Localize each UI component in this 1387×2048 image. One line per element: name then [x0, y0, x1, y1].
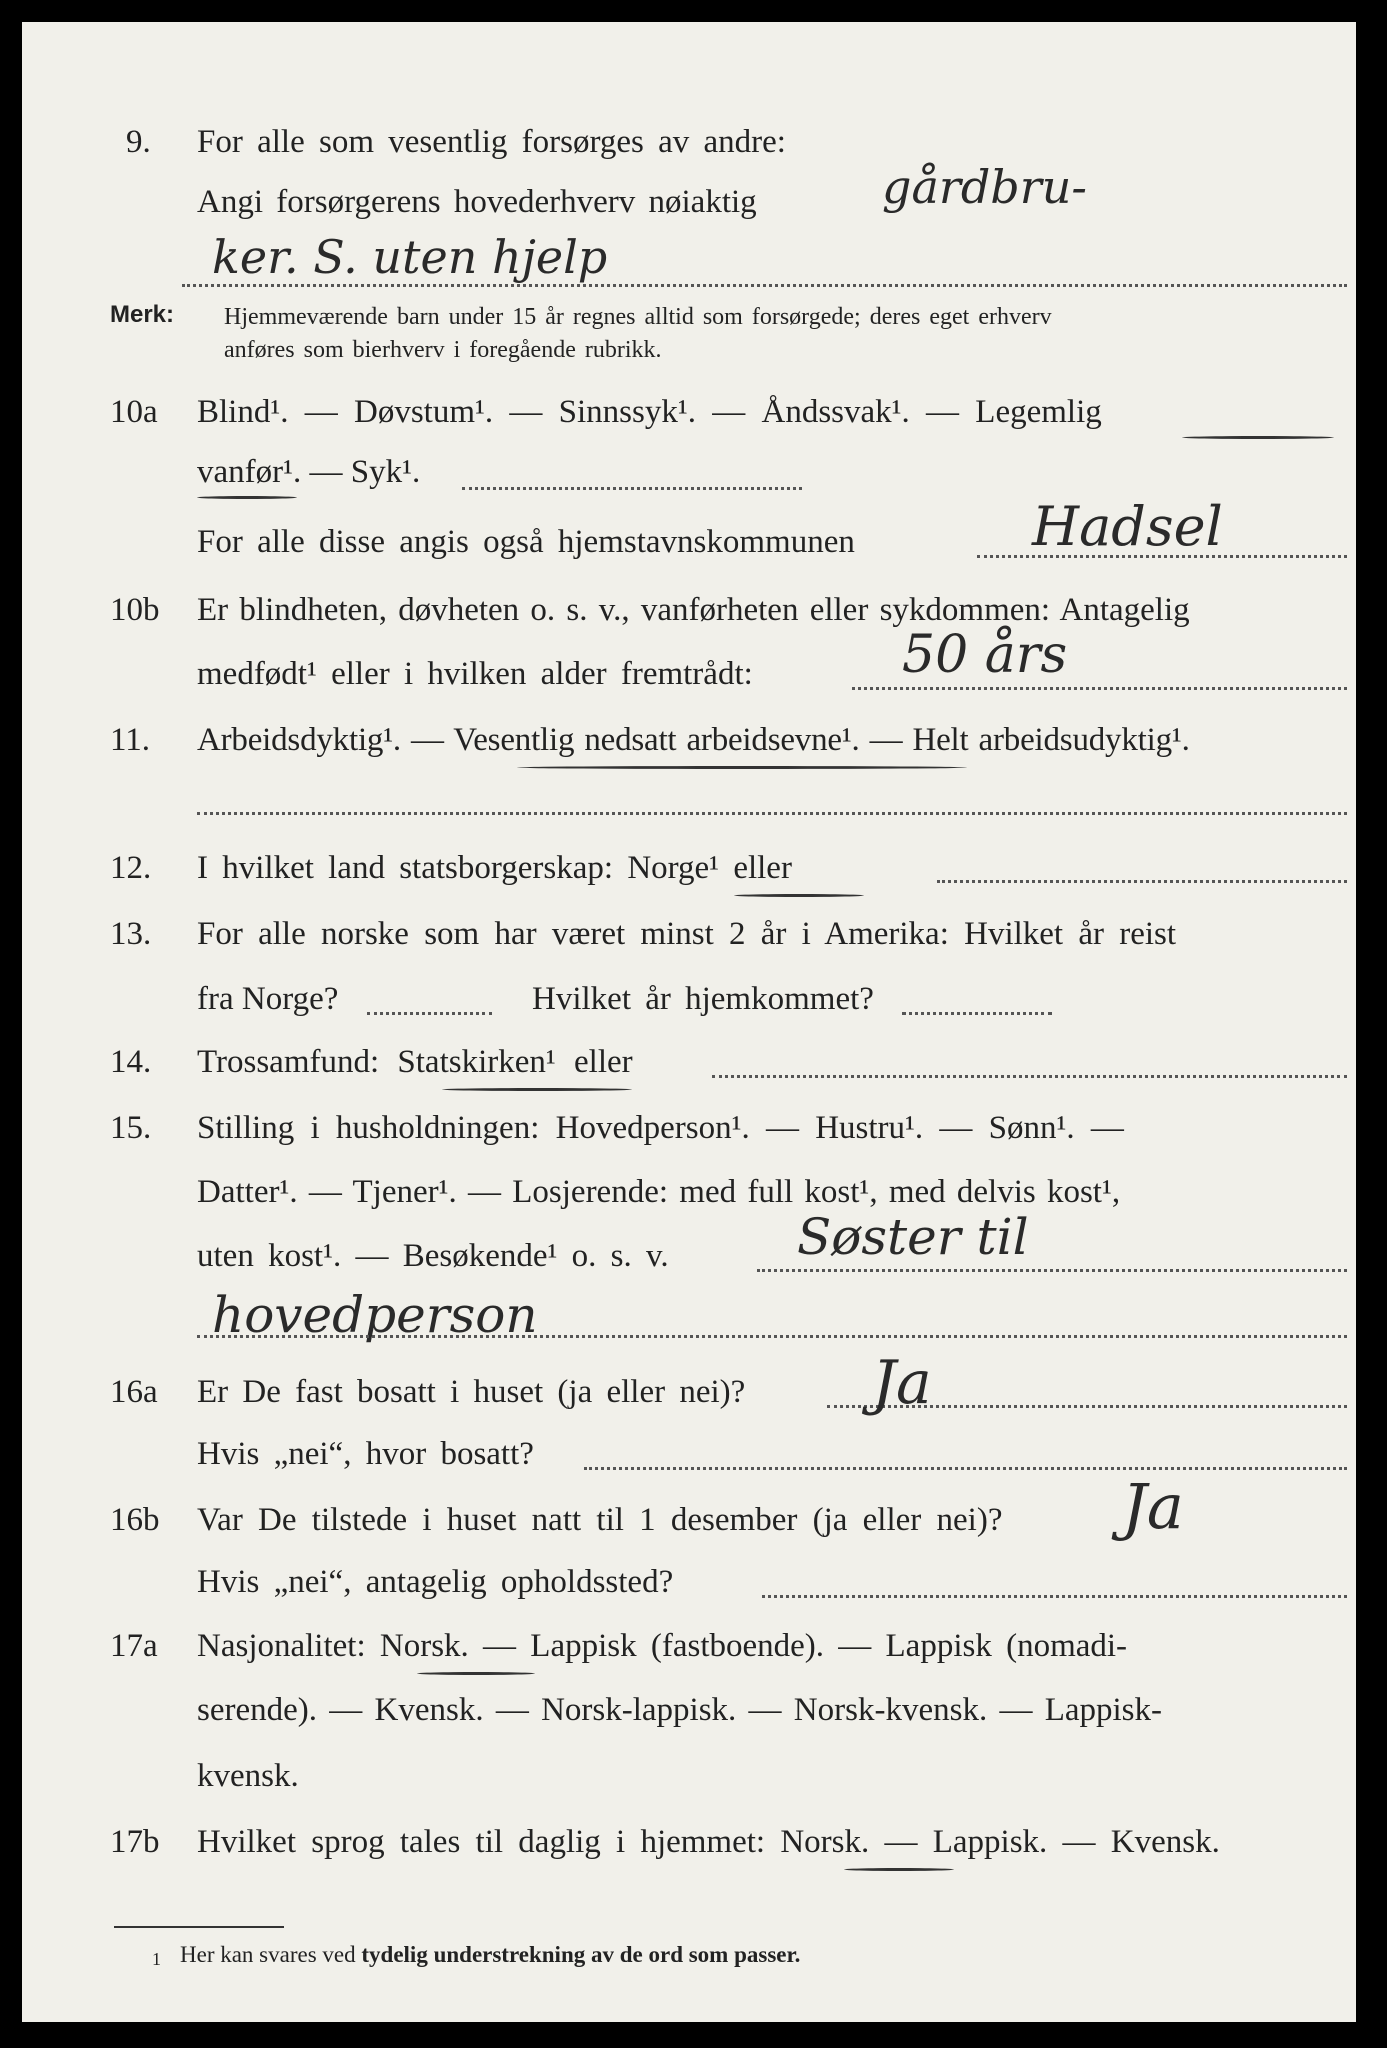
- q16b-line2: Hvis „nei“, antagelig opholdssted?: [197, 1564, 674, 1600]
- q13-number: 13.: [110, 916, 152, 952]
- q15-line1: Stilling i husholdningen: Hovedperson¹. — Hustru¹. — Sønn¹. —: [197, 1110, 1124, 1146]
- q15-number: 15.: [110, 1110, 152, 1146]
- q12-underline: [734, 894, 864, 897]
- q16b-answer: Ja: [1122, 1470, 1184, 1543]
- q16a-dots2: [584, 1467, 1347, 1470]
- q16b-number: 16b: [110, 1502, 160, 1538]
- q10a-line2: vanfør¹. — Syk¹.: [197, 454, 421, 490]
- q10a-line2-dots: [462, 487, 802, 490]
- q16b-line1: Var De tilstede i huset natt til 1 desember (ja eller nei)?: [197, 1502, 1003, 1538]
- q13-dots-b: [902, 1012, 1052, 1015]
- q10b-answer: 50 års: [902, 625, 1068, 685]
- merk-label: Merk:: [110, 301, 175, 328]
- q10a-line1: Blind¹. — Døvstum¹. — Sinnssyk¹. — Åndssvak¹. — Legemlig: [197, 394, 1102, 430]
- footnote-text-a: Her kan svares ved: [180, 1942, 356, 1967]
- q14-dots: [712, 1075, 1347, 1078]
- q17a-line2: serende). — Kvensk. — Norsk-lappisk. — Norsk-kvensk. — Lappisk-: [197, 1692, 1163, 1728]
- q17a-line3: kvensk.: [197, 1758, 299, 1794]
- q14-line1: Trossamfund: Statskirken¹ eller: [197, 1044, 633, 1080]
- q10a-number: 10a: [110, 394, 158, 430]
- q15-dots1: [757, 1269, 1347, 1272]
- census-form-page: [22, 22, 1356, 2022]
- q10b-line1: Er blindheten, døvheten o. s. v., vanførheten eller sykdommen: Antagelig: [197, 592, 1190, 628]
- footnote-mark: 1: [152, 1949, 161, 1969]
- q17b-underline: [844, 1868, 954, 1871]
- q10a-line3: For alle disse angis også hjemstavnskommunen: [197, 524, 855, 560]
- q13-line2b: Hvilket år hjemkommet?: [532, 981, 874, 1017]
- q16a-line1: Er De fast bosatt i huset (ja eller nei)?: [197, 1374, 746, 1410]
- q9-answer2: ker. S. uten hjelp: [212, 230, 608, 284]
- q16a-answer: Ja: [872, 1348, 932, 1418]
- q12-dots: [937, 880, 1347, 883]
- q14-underline: [442, 1088, 632, 1091]
- q9-number: 9.: [126, 124, 151, 160]
- q16a-number: 16a: [110, 1374, 158, 1410]
- q10a-answer: Hadsel: [1032, 495, 1223, 558]
- q9-line2: Angi forsørgerens hovederhverv nøiaktig: [197, 184, 757, 220]
- q13-line2a: fra Norge?: [197, 981, 339, 1017]
- merk-line1: Hjemmeværende barn under 15 år regnes alltid som forsørgede; deres eget erhverv: [224, 304, 1052, 330]
- q11-number: 11.: [110, 722, 151, 758]
- footnote-text: [180, 1940, 800, 1970]
- q14-number: 14.: [110, 1044, 152, 1080]
- q10a-underline-vanfor: [197, 496, 297, 499]
- q17a-line1: Nasjonalitet: Norsk. — Lappisk (fastboende). — Lappisk (nomadi-: [197, 1628, 1128, 1664]
- q10a-underline-legemlig: [1182, 436, 1334, 439]
- q13-line1: For alle norske som har været minst 2 år i Amerika: Hvilket år reist: [197, 916, 1177, 952]
- footnote-text-b: tydelig understrekning av de ord som passer.: [361, 1942, 801, 1967]
- q17a-underline: [417, 1672, 535, 1675]
- q15-line3: uten kost¹. — Besøkende¹ o. s. v.: [197, 1238, 669, 1274]
- q15-dots2: [197, 1335, 1347, 1338]
- q9-line1: For alle som vesentlig forsørges av andre:: [197, 124, 786, 160]
- q15-line2: Datter¹. — Tjener¹. — Losjerende: med full kost¹, med delvis kost¹,: [197, 1174, 1121, 1210]
- q17b-number: 17b: [110, 1824, 160, 1860]
- q12-line1: I hvilket land statsborgerskap: Norge¹ eller: [197, 850, 792, 886]
- q11-line1: Arbeidsdyktig¹. — Vesentlig nedsatt arbeidsevne¹. — Helt arbeidsudyktig¹.: [197, 722, 1190, 758]
- q15-answer2: hovedperson: [212, 1286, 538, 1344]
- q10b-number: 10b: [110, 592, 160, 628]
- footnote-rule: [114, 1926, 284, 1928]
- merk-line2: anføres som bierhverv i foregående rubrikk.: [224, 337, 662, 363]
- q9-answer1: gårdbru-: [882, 160, 1087, 214]
- q17a-number: 17a: [110, 1628, 158, 1664]
- q10b-dots: [852, 687, 1347, 690]
- q17b-line1: Hvilket sprog tales til daglig i hjemmet: Norsk. — Lappisk. — Kvensk.: [197, 1824, 1220, 1860]
- q16b-dots: [762, 1595, 1347, 1598]
- q9-answer-line: [182, 284, 1347, 287]
- q11-underline: [517, 766, 967, 769]
- q11-dots: [197, 812, 1347, 815]
- q10b-line2: medfødt¹ eller i hvilken alder fremtrådt:: [197, 656, 753, 692]
- q12-number: 12.: [110, 850, 152, 886]
- q15-answer1: Søster til: [797, 1208, 1029, 1266]
- q13-dots-a: [367, 1012, 492, 1015]
- q16a-line2: Hvis „nei“, hvor bosatt?: [197, 1436, 534, 1472]
